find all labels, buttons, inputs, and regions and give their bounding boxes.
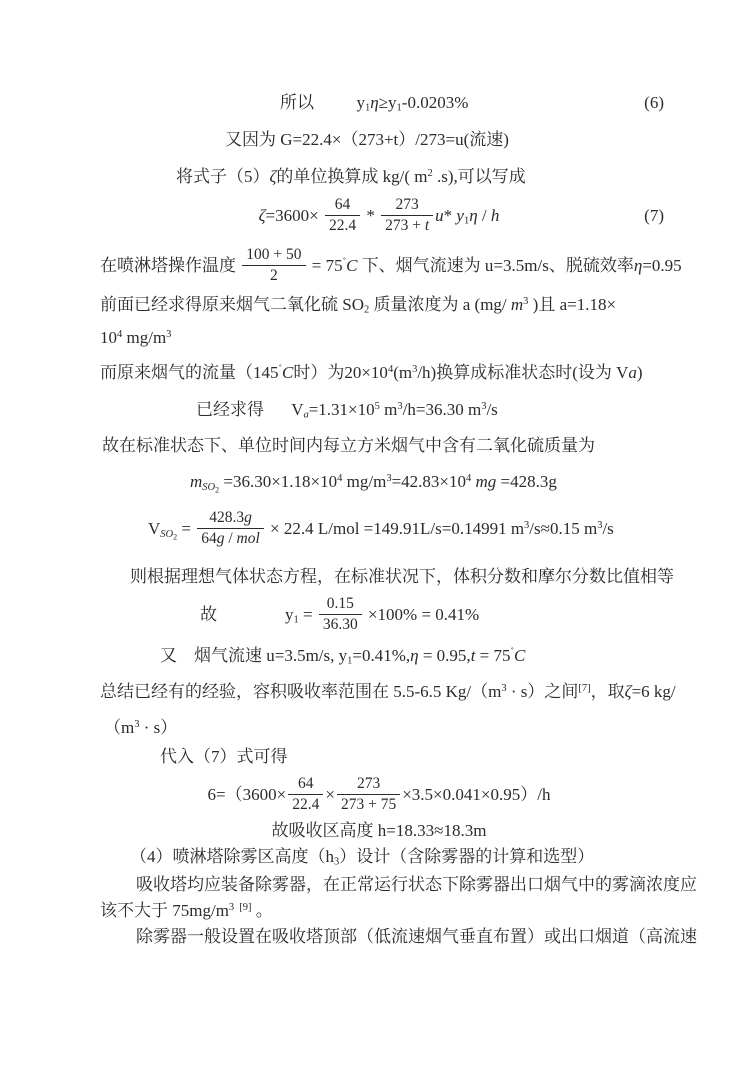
text-run: =6 kg/ — [631, 682, 676, 701]
section4-heading — [100, 844, 658, 870]
text-run: 273 — [356, 774, 381, 792]
fraction-denominator — [319, 615, 362, 634]
conclusion-eq6 — [100, 90, 664, 116]
absorption-height — [100, 818, 658, 844]
text-run: 故在标准状态下、单位时间内每立方米烟气中含有二氧化硫质量为 — [102, 436, 595, 455]
italic-run: a — [628, 363, 637, 382]
text-run: .s),可以写成 — [432, 167, 526, 186]
fraction — [319, 595, 362, 634]
text-run: 2 — [270, 266, 278, 284]
text-run: 3 — [228, 902, 235, 914]
y1-calc — [100, 593, 658, 637]
text-run: -0.0203% — [401, 93, 469, 112]
unit-conversion-intro — [100, 164, 658, 190]
text-run: · s） — [139, 718, 178, 737]
height-calc — [100, 773, 658, 817]
text-run: 2 — [173, 532, 178, 542]
fraction-numerator — [337, 775, 400, 795]
text-run: 22.4 — [328, 216, 357, 234]
text-run: 时）为20×10 — [293, 363, 388, 382]
fraction-denominator — [288, 795, 323, 814]
italic-run: η — [410, 646, 419, 665]
text-run: 100 + 50 — [246, 245, 302, 263]
italic-run: mg — [475, 472, 497, 491]
superscript — [229, 902, 234, 913]
fraction — [288, 775, 323, 814]
text-run: = — [177, 519, 196, 538]
text-run: y — [285, 605, 294, 624]
fraction — [337, 775, 400, 814]
text-run: 前面已经求得原来烟气二氧化硫 SO — [100, 295, 364, 314]
subscript — [202, 482, 219, 493]
standard-state-intro — [100, 433, 658, 459]
text-run: 273 — [395, 195, 419, 213]
text-run: 2 — [215, 485, 220, 495]
equation-number: (7) — [644, 206, 664, 225]
italic-run: ζ — [269, 167, 277, 186]
text-run: )且 a=1.18× — [528, 295, 617, 314]
fraction — [325, 196, 360, 235]
text-run: 3 — [166, 329, 172, 341]
text-run: y — [356, 93, 365, 112]
fraction-denominator — [337, 795, 400, 814]
text-run: 1 — [347, 655, 353, 667]
text-run: 而原来烟气的流量（145 — [100, 363, 279, 382]
text-run: = 75 — [475, 646, 511, 665]
fraction-denominator — [197, 529, 264, 548]
italic-run: h — [490, 206, 500, 225]
text-run: (m — [393, 363, 413, 382]
text-run: =36.30×1.18×10 — [219, 472, 338, 491]
demister-para-3 — [100, 924, 697, 950]
superscript — [239, 902, 251, 913]
text-run: 该不大于 75mg/m — [100, 901, 229, 920]
text-run: 3 — [481, 401, 487, 413]
fraction-numerator — [325, 196, 360, 216]
text-run: 36.30 — [322, 615, 358, 633]
superscript — [578, 683, 590, 694]
absorption-rate-2 — [100, 715, 658, 741]
text-run: ) — [636, 363, 643, 382]
text-run: 10 — [100, 328, 117, 347]
text-run: 的单位换算成 kg/( m — [276, 167, 428, 186]
text-run: 又 — [160, 646, 177, 665]
text-run: = 75 — [307, 256, 343, 275]
italic-run: g — [216, 529, 225, 547]
text-run: [9] — [239, 902, 252, 914]
text-run: / — [224, 529, 237, 547]
fraction-numerator — [319, 595, 362, 615]
fraction-numerator — [197, 509, 264, 529]
text-run: 则根据理想气体状态方程，在标准状况下，体积分数和摩尔分数比值相等 — [130, 567, 674, 586]
text-run: ˚ — [342, 257, 347, 269]
text-run: 3 — [386, 473, 392, 485]
text-run: 已经求得 — [196, 400, 264, 419]
text-run: =428.3g — [496, 472, 557, 491]
text-run: 总结已经有的经验，容积吸收率范围在 5.5-6.5 Kg/（m — [100, 682, 502, 701]
text-run: ˚ — [278, 364, 282, 376]
text-run: 1 — [463, 215, 470, 227]
fraction-denominator — [242, 266, 305, 285]
text-run: 吸收塔均应装备除雾器，在正常运行状态下除雾器出口烟气中的雾滴浓度应 — [136, 875, 697, 894]
italic-run: SO — [202, 481, 216, 493]
italic-run: ζ — [258, 206, 266, 225]
text-run: V — [291, 400, 304, 419]
subscript — [160, 529, 177, 540]
text-run: = 0.95, — [418, 646, 471, 665]
text-run: / — [477, 206, 491, 225]
fraction-numerator — [381, 196, 433, 216]
italic-run: m — [190, 472, 203, 491]
italic-run: η — [469, 206, 478, 225]
eq7 — [100, 194, 664, 238]
text-run: 4 — [117, 329, 123, 341]
italic-run: C — [514, 646, 526, 665]
text-run: 质量浓度为 a (mg/ — [369, 295, 511, 314]
vso2-calc — [100, 507, 658, 551]
text-run: 3 — [501, 683, 507, 695]
text-run: 3 — [597, 520, 603, 532]
fraction-numerator — [288, 775, 323, 795]
text-run: ˚ — [510, 647, 515, 659]
text-run: × 22.4 L/mol =149.91L/s=0.14991 m — [265, 519, 525, 538]
text-run: =3600× — [265, 206, 323, 225]
italic-run: mol — [236, 529, 260, 547]
italic-run: m — [510, 295, 524, 314]
demister-para-2 — [100, 898, 658, 924]
fraction-numerator — [242, 246, 305, 266]
text-run: 4 — [466, 473, 472, 485]
fraction — [381, 196, 433, 235]
italic-run: η — [633, 256, 643, 275]
fraction-denominator — [325, 216, 360, 235]
text-run: =42.83×10 — [391, 472, 466, 491]
text-run: ≥y — [378, 93, 397, 112]
text-run: 5 — [374, 401, 380, 413]
italic-run: y — [456, 206, 464, 225]
document-content — [100, 90, 697, 950]
text-run: /h)换算成标准状态时(设为 V — [417, 363, 629, 382]
italic-run: η — [370, 93, 379, 112]
text-run: 所以 — [280, 93, 314, 112]
text-run: 1 — [293, 614, 299, 626]
text-run: 故 — [200, 605, 217, 624]
text-run: 下、烟气流速为 u=3.5m/s、脱硫效率 — [357, 256, 634, 275]
text-run: 4 — [387, 364, 394, 376]
text-run: /s — [486, 400, 498, 419]
text-run: * — [362, 206, 380, 225]
text-run: ×100% = 0.41% — [363, 605, 480, 624]
text-run: 273 + 75 — [340, 795, 397, 813]
fraction — [242, 246, 305, 285]
text-run: 1 — [396, 102, 402, 114]
so2-concentration-2 — [100, 325, 658, 351]
flue-gas-flow — [100, 360, 658, 386]
italic-run: C — [282, 363, 294, 382]
text-run: 3 — [397, 401, 403, 413]
ideal-gas-note — [100, 564, 674, 590]
text-run: 又因为 G=22.4×（273+t）/273=u(流速) — [225, 130, 509, 149]
mso2-calc — [100, 469, 658, 495]
text-run: V — [148, 519, 161, 538]
text-run: 64 — [201, 529, 217, 547]
italic-run: u — [435, 206, 444, 225]
text-run: 428.3 — [209, 508, 245, 526]
italic-run: a — [303, 409, 309, 421]
text-run: 在喷淋塔操作温度 — [100, 256, 241, 275]
text-run: 3 — [523, 296, 529, 308]
text-run: 273 + — [385, 216, 425, 234]
italic-run: SO — [160, 528, 174, 540]
text-run: =0.41%, — [352, 646, 411, 665]
demister-para-1 — [100, 872, 697, 898]
italic-run: g — [244, 508, 252, 526]
text-run: [7] — [578, 683, 591, 695]
text-run: mg/m — [342, 472, 387, 491]
text-run: 代入（7）式可得 — [160, 747, 288, 766]
text-run: =0.95 — [642, 256, 682, 275]
so2-concentration-1 — [100, 292, 658, 318]
text-run: 烟气流速 u=3.5m/s, y — [194, 646, 348, 665]
absorption-rate-1 — [100, 679, 676, 705]
text-run: 64 — [334, 195, 351, 213]
text-run: 64 — [298, 774, 314, 792]
italic-run: t — [470, 646, 476, 665]
text-run: 3 — [412, 364, 418, 376]
text-run: 2 — [363, 304, 370, 316]
text-run: · s）之间 — [506, 682, 579, 701]
text-run: ×3.5×0.041×0.95）/h — [402, 785, 551, 804]
because-g — [100, 127, 658, 153]
italic-run: C — [346, 256, 358, 275]
text-run: 将式子（5） — [176, 167, 270, 186]
text-run: /s — [602, 519, 614, 538]
operating-temp — [100, 244, 682, 288]
text-run: = — [298, 605, 317, 624]
text-run: 1 — [365, 102, 371, 114]
text-run: （4）喷淋塔除雾区高度（h — [130, 847, 334, 866]
text-run: m — [379, 400, 398, 419]
text-run: ）设计（含除雾器的计算和选型） — [339, 847, 595, 866]
text-run: 3 — [134, 719, 140, 731]
text-run: 故吸收区高度 h=18.33≈18.3m — [271, 821, 487, 840]
text-run: 22.4 — [292, 795, 320, 813]
text-run: /h=36.30 m — [402, 400, 482, 419]
text-run: * — [443, 206, 457, 225]
fraction — [197, 509, 264, 548]
italic-run: ζ — [624, 682, 632, 701]
text-run: 。 — [251, 901, 273, 920]
text-run: （m — [104, 718, 135, 737]
text-run: 3 — [524, 520, 530, 532]
text-run: mg/m — [122, 328, 167, 347]
va-value — [100, 397, 658, 423]
text-run: 3 — [334, 856, 340, 868]
text-run: =1.31×10 — [308, 400, 375, 419]
text-run: × — [325, 785, 335, 804]
text-run: 除雾器一般设置在吸收塔顶部（低流速烟气垂直布置）或出口烟道（高流速 — [136, 927, 697, 946]
text-run: 6=（3600× — [207, 785, 287, 804]
text-run: /s≈0.15 m — [529, 519, 598, 538]
text-run: 2 — [427, 168, 433, 180]
parameters-summary — [100, 643, 658, 669]
text-run: ，取 — [590, 682, 625, 701]
italic-run: t — [424, 216, 430, 234]
text-run: 0.15 — [326, 594, 354, 612]
equation-number: (6) — [644, 93, 664, 112]
fraction-denominator — [381, 216, 433, 235]
substitute-eq7 — [100, 744, 658, 770]
text-run: 4 — [337, 473, 343, 485]
superscript — [166, 329, 171, 340]
